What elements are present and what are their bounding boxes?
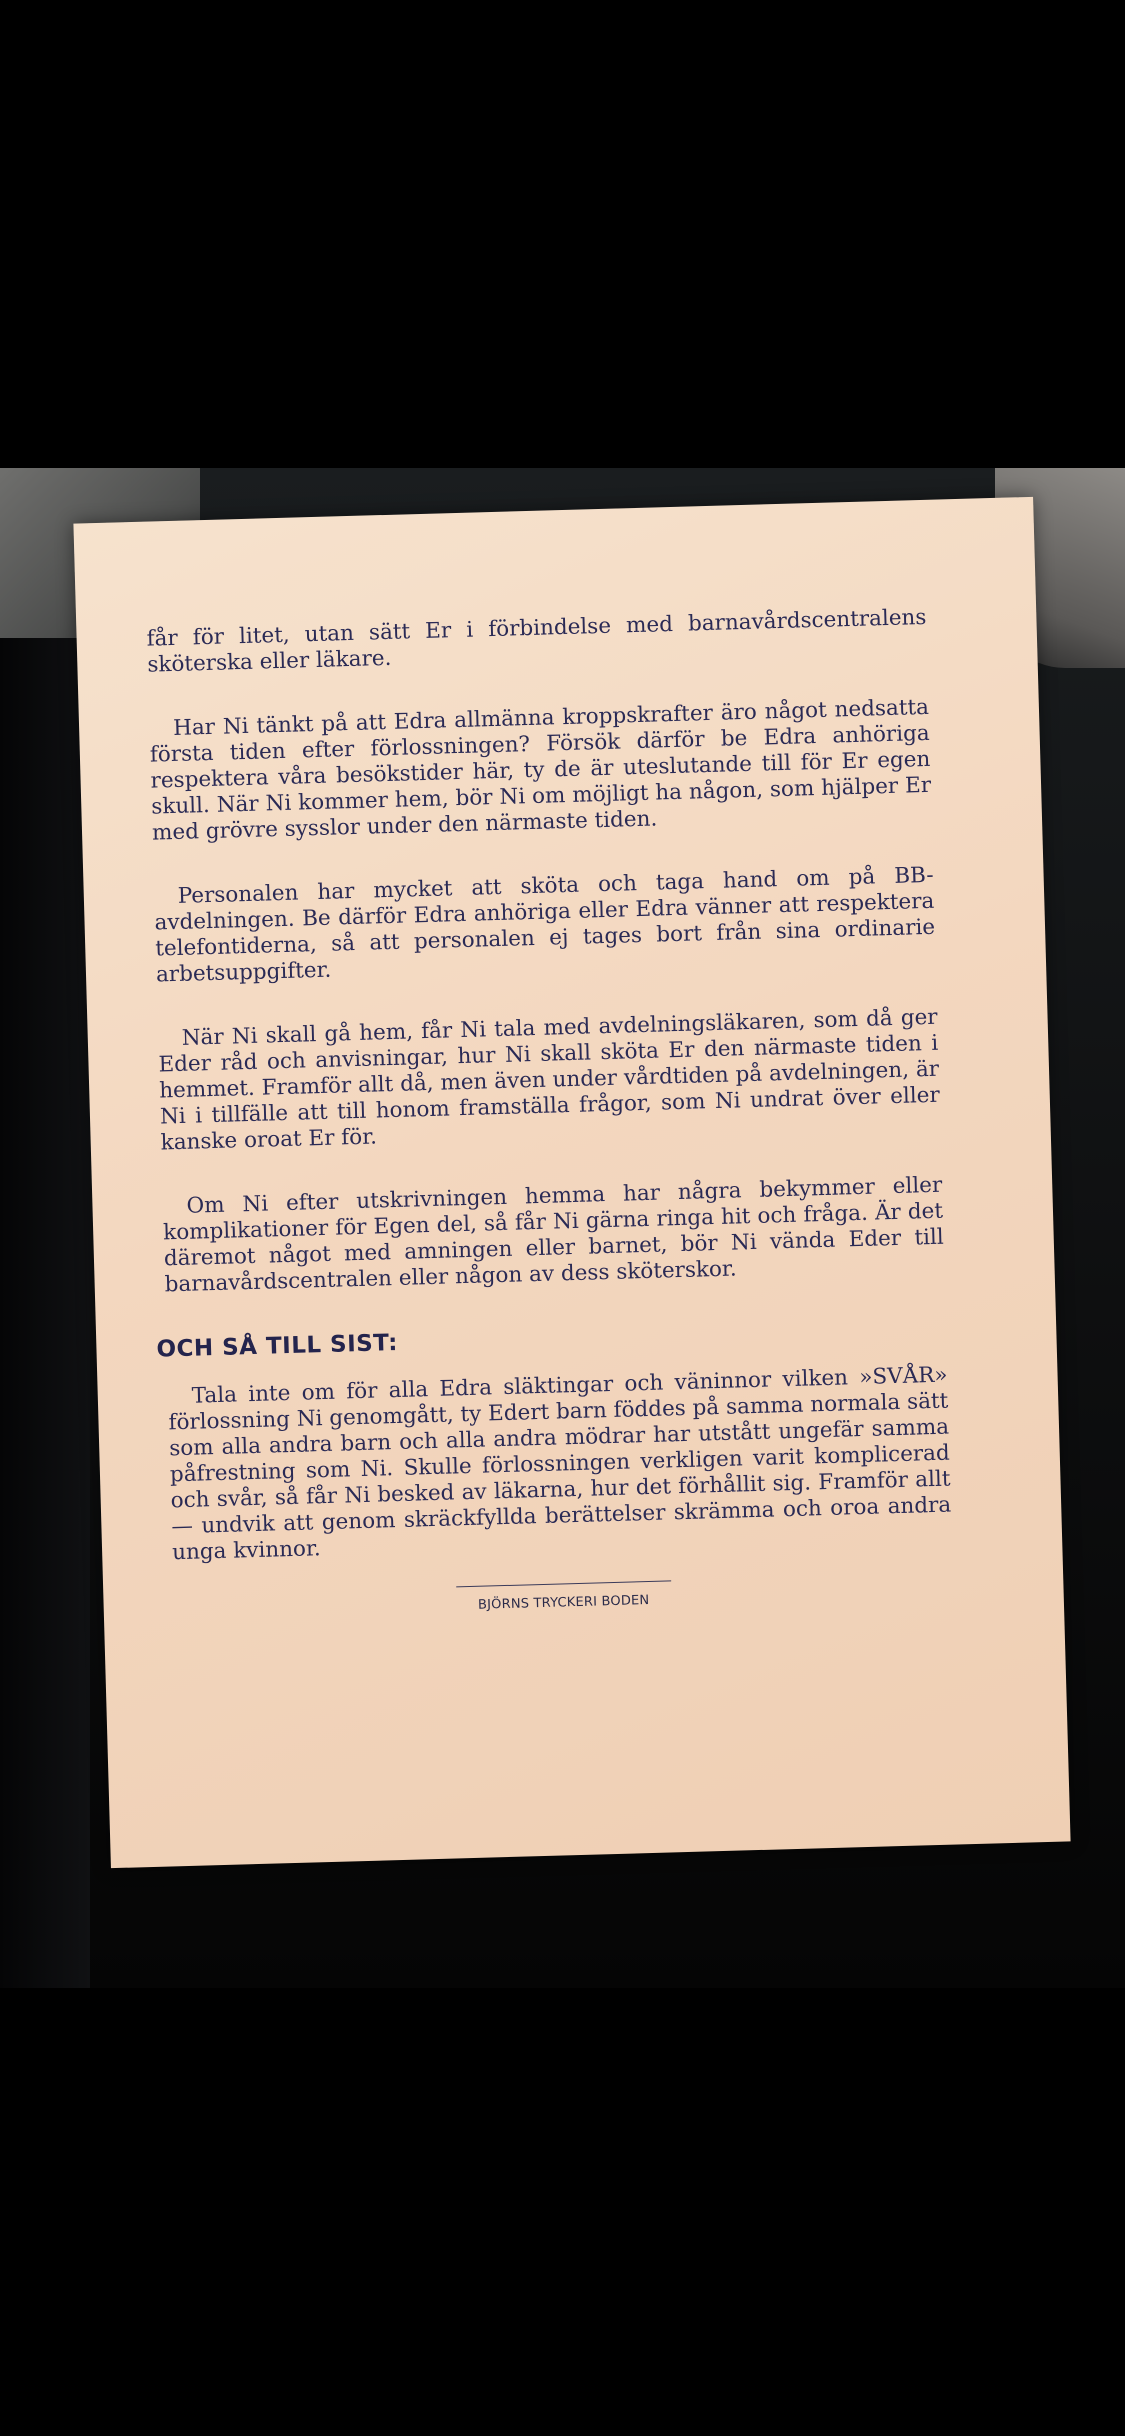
card-content <box>146 605 954 1627</box>
background-shadow <box>0 638 90 1988</box>
printer-imprint: BJÖRNS TRYCKERI BODEN <box>477 1593 650 1613</box>
footer-divider <box>456 1580 671 1587</box>
paragraph-4: När Ni skall gå hem, får Ni tala med avdelningsläkaren, som då ger Eder råd och anvisningar, hur Ni skall sköta Er den närmaste tiden i hemmet. Framför allt då, men även under vårdtiden på avdelningen, är Ni i tillfälle att till honom framställa frågor, som Ni undrat över eller kanske oroat Er för. <box>158 1004 941 1156</box>
final-paragraph: Tala inte om för alla Edra släktingar och väninnor vilken »SVÅR» förlossning Ni genomgått, ty Edert barn föddes på samma normala sätt som alla andra barn och alla andra mödrar har utstått ungefär samma påfrestning som Ni. Skulle förlossningen verkligen varit komplicerad och svår, så får Ni besked av läkarna, hur det förhållit sig. Framför allt — undvik att genom skräckfyllda berättelser skrämma och oroa andra unga kvinnor. <box>168 1362 952 1566</box>
paragraph-2: Har Ni tänkt på att Edra allmänna kroppskrafter äro något nedsatta första tiden efter förlossningen? Försök därför be Edra anhöriga respektera våra besökstider här, ty de är uteslutande till för Er egen skull. När Ni kommer hem, bör Ni om möjligt ha någon, som hjälper Er med grövre sysslor under den närmaste tiden. <box>149 694 932 846</box>
paragraph-3: Personalen har mycket att sköta och taga hand om på BB-avdelningen. Be därför Edra anhöriga eller Edra vänner att respektera telefontiderna, så att personalen ej tages bort från sina ordinarie arbetsuppgifter. <box>154 862 936 988</box>
paragraph-1: får för litet, utan sätt Er i förbindelse med barnavårdscentralens sköterska eller läkare. <box>146 604 927 678</box>
section-heading: OCH SÅ TILL SIST: <box>156 1329 399 1363</box>
paragraph-5: Om Ni efter utskrivningen hemma har några bekymmer eller komplikationer för Egen del, så får Ni gärna ringa hit och fråga. Är det däremot något med amningen eller barnet, bör Ni vända Eder till barnavårdscentralen eller någon av dess sköterskor. <box>162 1172 945 1298</box>
printed-card <box>73 497 1070 1868</box>
